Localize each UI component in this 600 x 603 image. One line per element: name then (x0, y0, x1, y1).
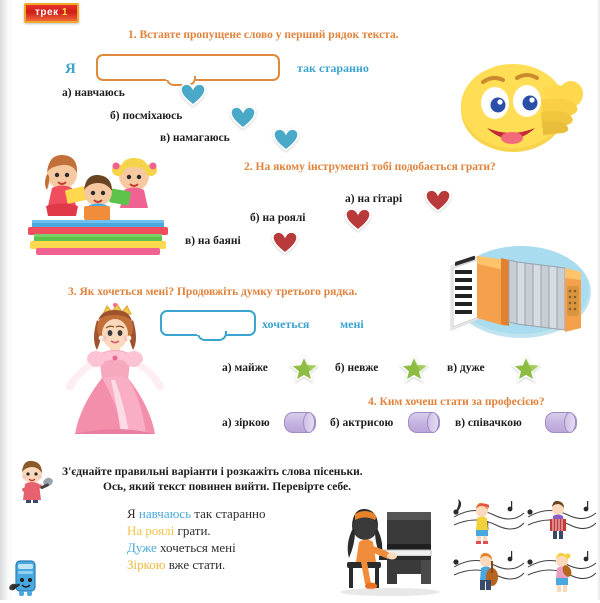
heart-blue-icon[interactable] (273, 128, 299, 151)
page-left-edge (0, 0, 9, 600)
question-1-option-c[interactable]: в) намагаюсь (160, 132, 230, 144)
heart-blue-icon[interactable] (180, 83, 206, 106)
lyrics-text: хочеться мені (156, 540, 236, 555)
lyrics-text: Я (127, 506, 139, 521)
question-3-option-a[interactable]: а) майже (222, 362, 268, 374)
cylinder-purple-icon[interactable] (284, 412, 314, 431)
question-2-option-a[interactable]: а) на гітарі (345, 193, 403, 205)
cylinder-cap (564, 412, 576, 433)
lyrics-text: вже стати. (165, 557, 226, 572)
question-1-prompt-left: Я (65, 61, 76, 77)
lyrics-text-highlight: На роялі (127, 523, 175, 538)
kids-with-instruments-illustration (450, 495, 600, 595)
question-1-prompt-right: так старанно (297, 61, 369, 75)
track-badge-label: трек (35, 7, 59, 18)
question-1-title: 1. Вставте пропущене слово у перший рядок текста. (128, 29, 399, 41)
smiley-emoji-illustration (455, 58, 595, 158)
heart-blue-icon[interactable] (230, 106, 256, 129)
bubble-notch-cover (166, 76, 192, 80)
question-3-prompt-word-1: хочеться (262, 317, 310, 331)
track-badge-number: 1 (61, 7, 68, 18)
boy-with-microphone-illustration (8, 458, 56, 503)
cylinder-purple-icon[interactable] (545, 412, 575, 431)
girl-playing-piano-illustration (335, 500, 445, 595)
question-4-title: 4. Ким хочеш стати за професією? (368, 396, 545, 408)
question-3-option-b[interactable]: б) невже (335, 362, 379, 374)
princess-illustration (55, 296, 175, 436)
lyrics-line-2 (127, 522, 266, 539)
star-green-icon[interactable] (512, 355, 540, 382)
question-1-answer-box[interactable] (96, 54, 280, 81)
cylinder-cap (427, 412, 439, 433)
lyrics-line-1 (127, 505, 266, 522)
track-badge[interactable] (24, 3, 79, 23)
question-2-option-b[interactable]: б) на роялі (250, 212, 306, 224)
question-1-option-b[interactable]: б) посміхаюсь (110, 110, 183, 122)
heart-red-icon[interactable] (272, 231, 298, 254)
lyrics-text-highlight: навчаюсь (138, 506, 192, 521)
heart-red-icon[interactable] (425, 189, 451, 212)
accordion-illustration (443, 236, 595, 344)
cylinder-cap (303, 412, 315, 433)
lyrics-block (127, 505, 266, 573)
heart-red-icon[interactable] (345, 208, 371, 231)
instruction-block (62, 465, 392, 495)
lyrics-line-3 (127, 539, 266, 556)
question-2-title: 2. На якому інструменті тобі подобається грати? (244, 161, 496, 173)
question-3-title: 3. Як хочеться мені? Продовжіть думку третього рядка. (68, 286, 358, 298)
question-1-option-a[interactable]: а) навчаюсь (62, 87, 125, 99)
instruction-line-1: З'єднайте правильні варіанти і розкажіть слова пісеньки. (62, 466, 363, 478)
star-green-icon[interactable] (400, 355, 428, 382)
question-4-option-c[interactable]: в) співачкою (455, 417, 522, 429)
question-4-option-a[interactable]: а) зіркою (222, 417, 270, 429)
question-4-option-b[interactable]: б) актрисою (330, 417, 394, 429)
lyrics-text-highlight: Дуже (127, 540, 157, 555)
bubble-notch-cover (197, 331, 223, 335)
children-on-books-illustration (22, 148, 174, 256)
question-2-option-c[interactable]: в) на баяні (185, 235, 241, 247)
question-3-prompt-word-2: мені (340, 317, 364, 331)
star-green-icon[interactable] (290, 355, 318, 382)
lyrics-text-highlight: Зіркою (127, 557, 166, 572)
lyrics-line-4 (127, 556, 266, 573)
lyrics-text: так старанно (191, 506, 266, 521)
question-3-option-c[interactable]: в) дуже (447, 362, 485, 374)
blue-microphone-character-illustration (8, 553, 42, 598)
lyrics-text: грати. (174, 523, 211, 538)
cylinder-purple-icon[interactable] (408, 412, 438, 431)
instruction-line-2: Ось, який текст повинен вийти. Перевірте себе. (103, 481, 351, 493)
